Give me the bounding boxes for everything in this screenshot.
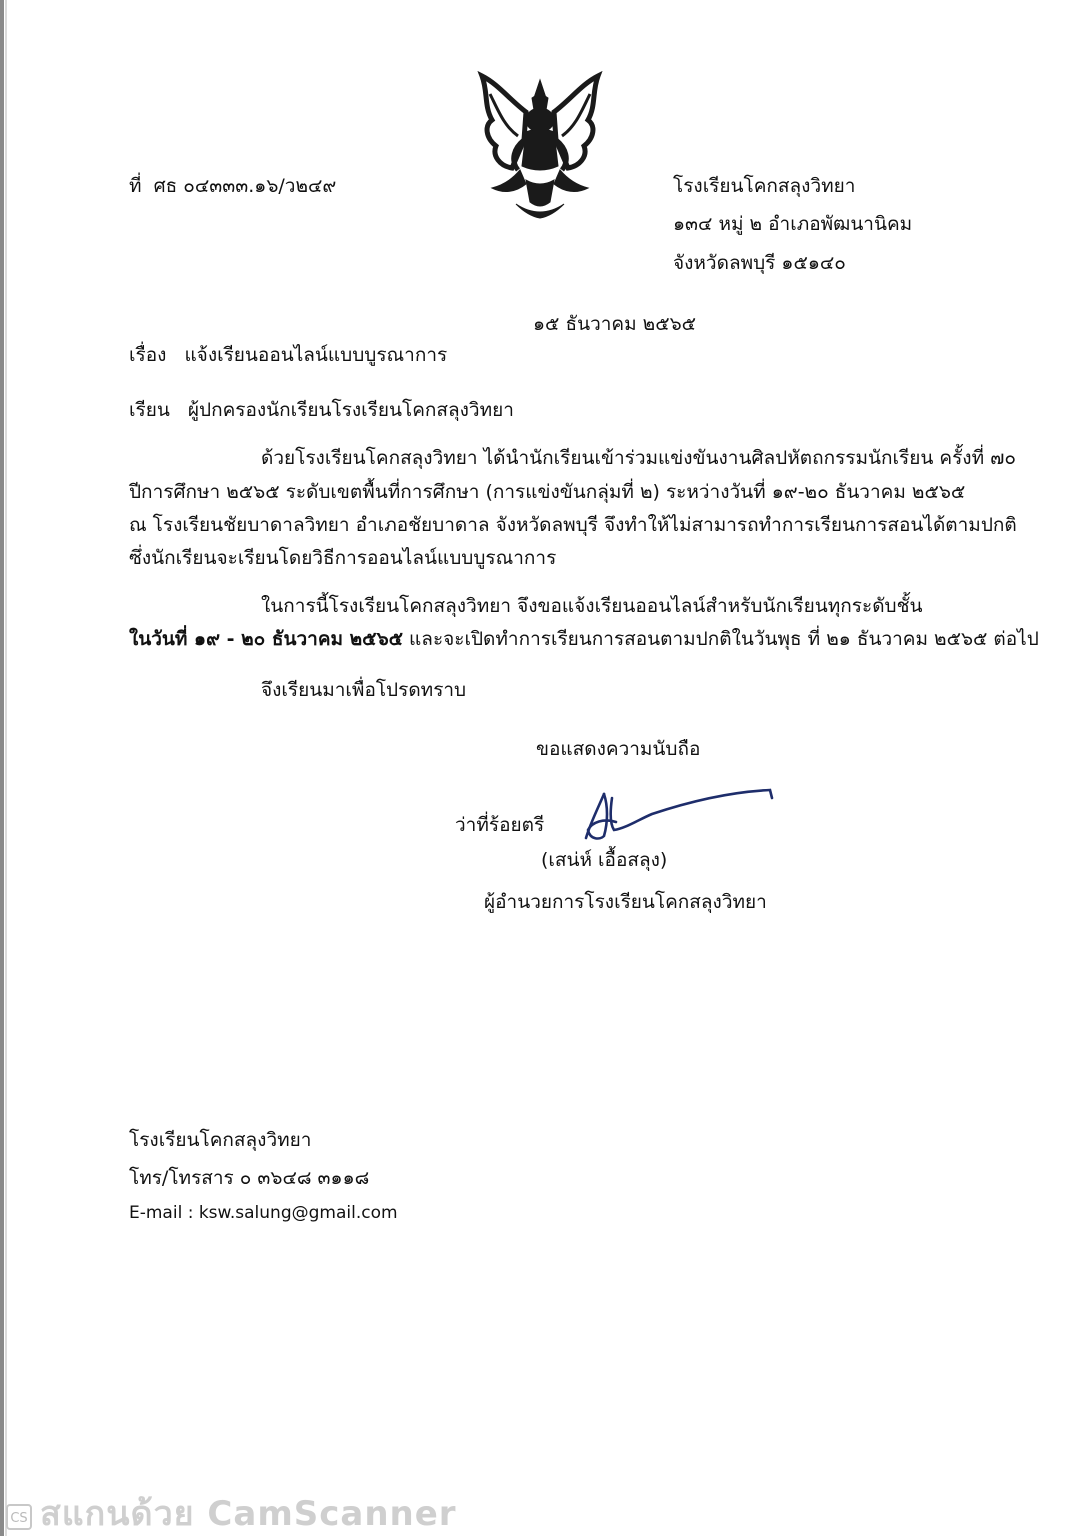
signatory-position: ผู้อำนวยการโรงเรียนโคกสลุงวิทยา — [484, 891, 767, 913]
body-p2-line2 — [129, 628, 1039, 651]
subject-line — [129, 344, 447, 367]
signatory-name: (เสน่ห์ เอื้อสลุง) — [541, 849, 668, 871]
closing-request: จึงเรียนมาเพื่อโปรดทราบ — [261, 679, 467, 701]
handwritten-signature — [578, 778, 778, 848]
garuda-emblem — [470, 70, 610, 222]
body-p2-line1: ในการนี้โรงเรียนโคกสลุงวิทยา จึงขอแจ้งเรียนออนไลน์สำหรับนักเรียนทุกระดับชั้น — [261, 595, 923, 617]
reference-number — [129, 175, 336, 198]
footer-email: E-mail : ksw.salung@gmail.com — [129, 1203, 398, 1223]
body-p1-line1: ด้วยโรงเรียนโคกสลุงวิทยา ได้นำนักเรียนเข้าร่วมแข่งขันงานศิลปหัตถกรรมนักเรียน ครั้งที่ ๗๐ — [261, 447, 1017, 469]
body-p1-line2: ปีการศึกษา ๒๕๖๕ ระดับเขตพื้นที่การศึกษา (การแข่งขันกลุ่มที่ ๒) ระหว่างวันที่ ๑๙-๒๐ ธันวาคม ๒๕๖๕ — [129, 481, 966, 503]
recipient-label: เรียน — [129, 399, 170, 421]
footer-school: โรงเรียนโคกสลุงวิทยา — [129, 1129, 312, 1151]
body-p1-line3: ณ โรงเรียนชัยบาดาลวิทยา อำเภอชัยบาดาล จังหวัดลพบุรี จึงทำให้ไม่สามารถทำการเรียนการสอนได้ตามปกติ — [129, 514, 1017, 536]
body-p2-line2-rest: และจะเปิดทำการเรียนการสอนตามปกติในวันพุธ ที่ ๒๑ ธันวาคม ๒๕๖๕ ต่อไป — [403, 628, 1039, 650]
reference-label: ที่ — [129, 175, 142, 197]
camscanner-badge: CS — [6, 1504, 32, 1530]
school-name: โรงเรียนโคกสลุงวิทยา — [673, 175, 856, 197]
recipient-line — [129, 399, 514, 422]
scan-edge-shadow — [5, 0, 7, 1536]
closing-salutation: ขอแสดงความนับถือ — [536, 738, 701, 760]
body-p2-dates-bold: ในวันที่ ๑๙ - ๒๐ ธันวาคม ๒๕๖๕ — [129, 628, 404, 650]
address-line-1: ๑๓๔ หมู่ ๒ อำเภอพัฒนานิคม — [673, 213, 913, 235]
footer-phone: โทร/โทรสาร ๐ ๓๖๔๘ ๓๑๑๘ — [129, 1167, 370, 1189]
recipient-text: ผู้ปกครองนักเรียนโรงเรียนโคกสลุงวิทยา — [187, 399, 514, 421]
address-line-2: จังหวัดลพบุรี ๑๕๑๔๐ — [673, 252, 846, 274]
body-p1-line4: ซึ่งนักเรียนจะเรียนโดยวิธีการออนไลน์แบบบูรณาการ — [129, 547, 557, 569]
subject-text: แจ้งเรียนออนไลน์แบบบูรณาการ — [184, 344, 448, 366]
scan-edge — [0, 0, 4, 1536]
camscanner-watermark: สแกนด้วย CamScanner — [40, 1494, 457, 1534]
subject-label: เรื่อง — [129, 344, 167, 366]
reference-value: ศธ ๐๔๓๓๓.๑๖/ว๒๔๙ — [153, 175, 337, 197]
signatory-rank: ว่าที่ร้อยตรี — [455, 814, 545, 836]
letter-date: ๑๕ ธันวาคม ๒๕๖๕ — [533, 313, 697, 335]
